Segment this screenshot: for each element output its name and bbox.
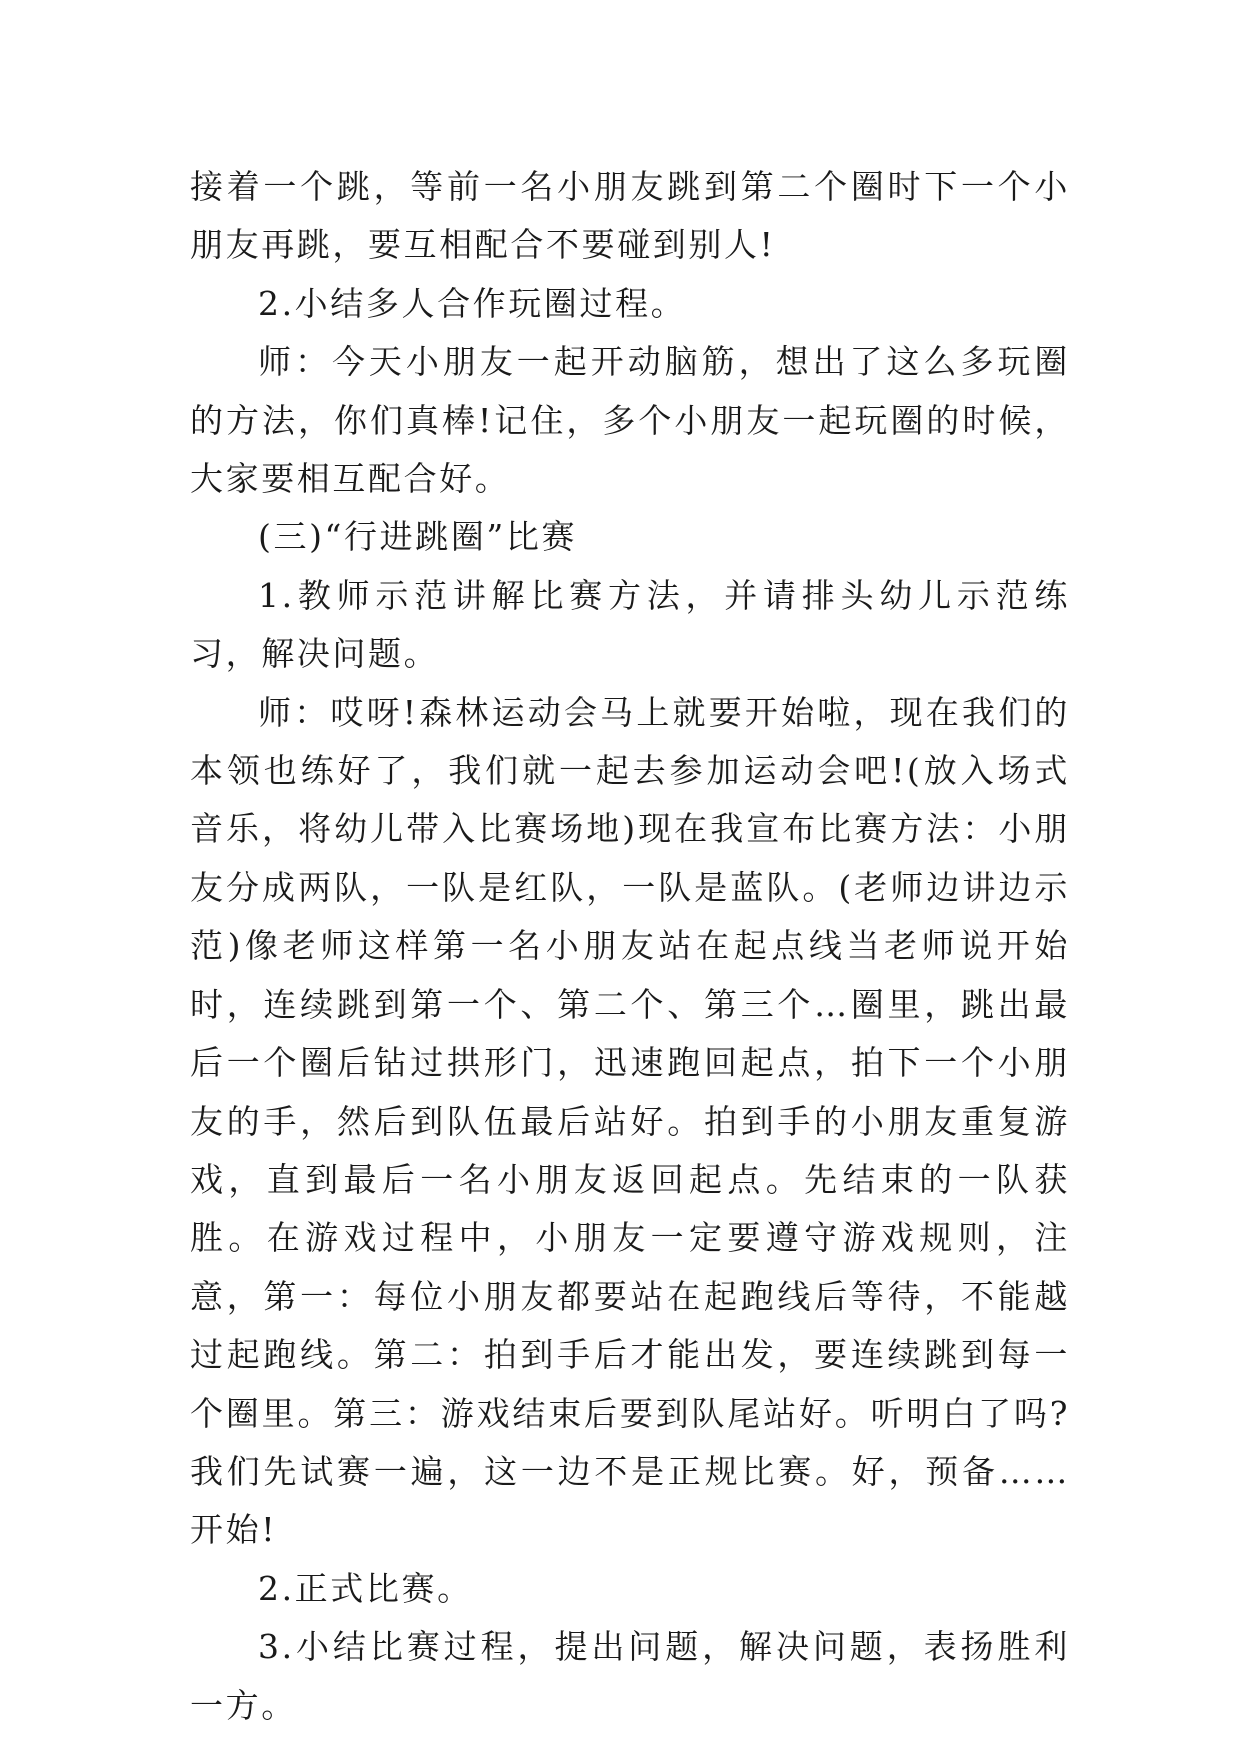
section-heading-competition: (三)“行进跳圈”比赛 (258, 517, 578, 557)
document-body (190, 158, 1070, 1735)
paragraph-formal-competition: 2.正式比赛。 (258, 1568, 473, 1608)
paragraph-continuation: 接着一个跳，等前一名小朋友跳到第二个圈时下一个小朋友再跳，要互相配合不要碰到别人! (190, 167, 1070, 265)
paragraph-demonstration: 1.教师示范讲解比赛方法，并请排头幼儿示范练习，解决问题。 (190, 575, 1070, 674)
paragraph-teacher-praise: 师：今天小朋友一起开动脑筋，想出了这么多玩圈的方法，你们真棒!记住，多个小朋友一起玩圈的时候，大家要相互配合好。 (190, 342, 1070, 499)
paragraph-summary-cooperation: 2.小结多人合作玩圈过程。 (258, 283, 687, 323)
paragraph-competition-rules: 师：哎呀!森林运动会马上就要开始啦，现在我们的本领也练好了，我们就一起去参加运动会吧!(放入场式音乐，将幼儿带入比赛场地)现在我宣布比赛方法：小朋友分成两队，一队是红队，一队是蓝队。(老师边讲边示范)像老师这样第一名小朋友站在起点线当老师说开始时，连续跳到第一个、第二个、第三个…圈里，跳出最后一个圈后钻过拱形门，迅速跑回起点，拍下一个小朋友的手，然后到队伍最后站好。拍到手的小朋友重复游戏，直到最后一名小朋友返回起点。先结束的一队获胜。在游戏过程中，小朋友一定要遵守游戏规则，注意，第一：每位小朋友都要站在起跑线后等待，不能越过起跑线。第二：拍到手后才能出发，要连续跳到每一个圈里。第三：游戏结束后要到队尾站好。听明白了吗?我们先试赛一遍，这一边不是正规比赛。好，预备……开始! (190, 692, 1070, 1550)
paragraph-competition-summary: 3.小结比赛过程，提出问题，解决问题，表扬胜利一方。 (190, 1627, 1070, 1725)
